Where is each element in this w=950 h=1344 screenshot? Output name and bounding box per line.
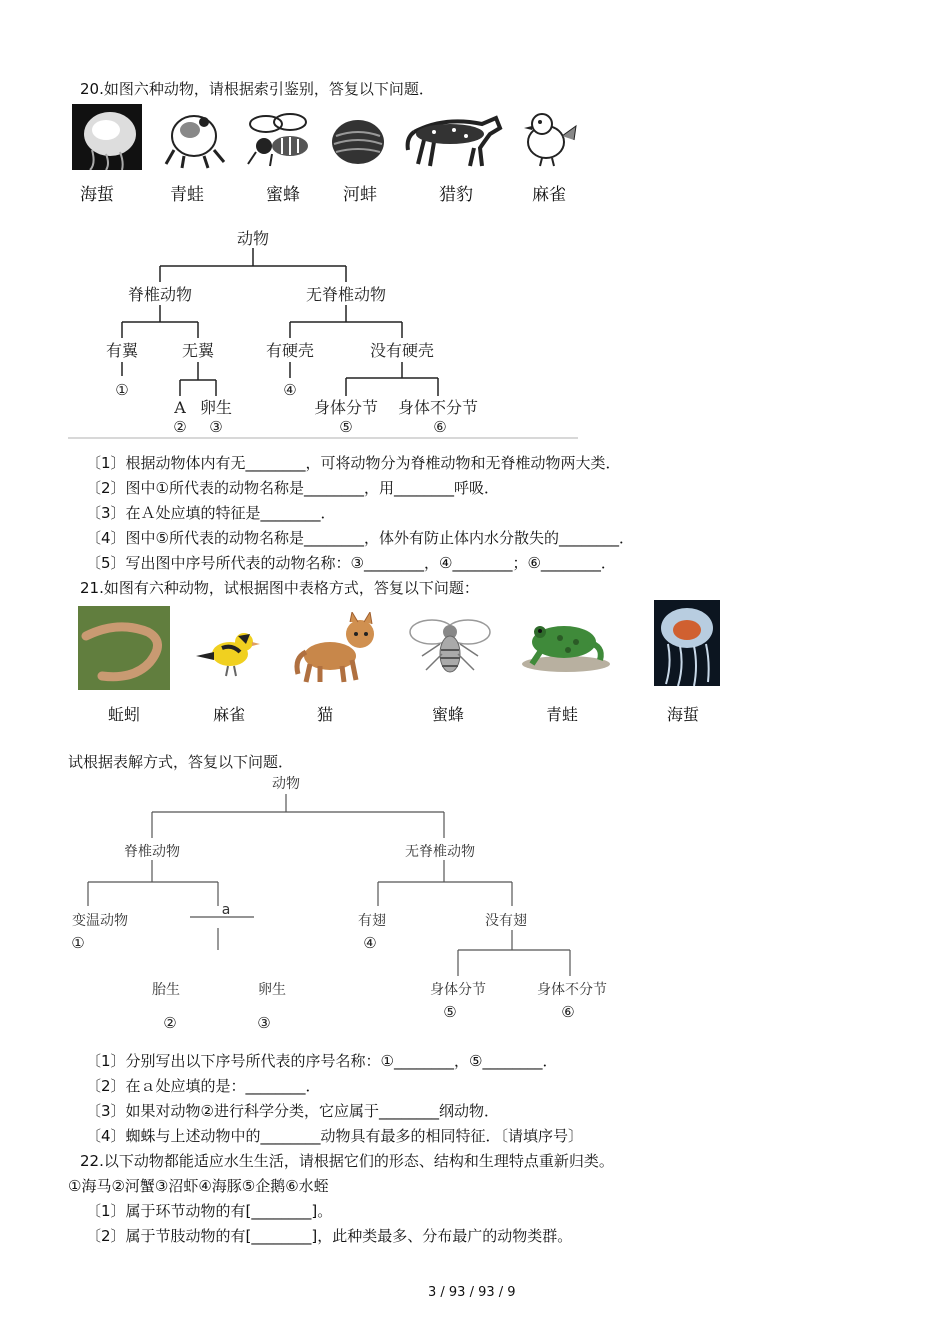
q20-question-2: 〔2〕图中①所代表的动物名称是________，用________呼吸． bbox=[86, 479, 499, 497]
q20-animal-label-4: 河蚌 bbox=[343, 185, 377, 205]
q21-num-5: ⑤ bbox=[443, 1003, 457, 1021]
q20-title: 20.如图六种动物，请根据索引鉴别，答复以下问题． bbox=[80, 80, 434, 98]
q20-node-segmented: 身体分节 bbox=[313, 398, 379, 417]
q21-question-2: 〔2〕在ａ处应填的是：________． bbox=[86, 1077, 321, 1095]
q21-node-vertebrate: 脊椎动物 bbox=[124, 844, 180, 860]
q20-node-invertebrate: 无脊椎动物 bbox=[305, 285, 387, 304]
q21-animal-label-3: 猫 bbox=[316, 705, 333, 724]
q20-animal-label-3: 蜜蜂 bbox=[266, 185, 300, 205]
q21-title: 21.如图有六种动物，试根据图中表格方式，答复以下问题： bbox=[80, 579, 479, 597]
q21-num-3: ③ bbox=[257, 1014, 271, 1032]
q21-node-oviparous: 卵生 bbox=[258, 982, 286, 998]
q21-node-invertebrate: 无脊椎动物 bbox=[405, 844, 475, 860]
q21-node-root: 动物 bbox=[272, 776, 300, 792]
q21-node-wing: 有翅 bbox=[358, 913, 386, 929]
q21-intro: 试根据表解方式，答复以下问题． bbox=[68, 753, 294, 771]
q21-node-unsegmented: 身体不分节 bbox=[537, 982, 607, 998]
page-footer: 3 / 93 / 93 / 9 bbox=[428, 1285, 516, 1300]
q21-num-6: ⑥ bbox=[561, 1003, 575, 1021]
q21-node-nowing: 没有翅 bbox=[485, 913, 527, 929]
q20-num-2: ② bbox=[173, 418, 187, 436]
q21-num-1: ① bbox=[71, 934, 85, 952]
q20-node-wing: 有翼 bbox=[105, 341, 139, 360]
q20-question-4: 〔4〕图中⑤所代表的动物名称是________，体外有防止体内水分散失的________． bbox=[86, 529, 634, 547]
q21-node-segmented: 身体分节 bbox=[430, 982, 486, 998]
q20-node-egg: 卵生 bbox=[199, 398, 233, 417]
q22-title: 22.以下动物都能适应水生生活，请根据它们的形态、结构和生理特点重新归类。 bbox=[80, 1152, 614, 1170]
q21-num-4: ④ bbox=[363, 934, 377, 952]
q22-question-2: 〔2〕属于节肢动物的有[________]，此种类最多、分布最广的动物类群。 bbox=[86, 1227, 573, 1245]
q20-node-nowing: 无翼 bbox=[181, 341, 215, 360]
q21-animal-label-6: 海蜇 bbox=[666, 705, 699, 724]
q21-animal-label-5: 青蛙 bbox=[545, 705, 578, 724]
q20-node-root: 动物 bbox=[236, 229, 270, 248]
q20-animal-label-6: 麻雀 bbox=[532, 185, 566, 205]
q21-animal-label-4: 蜜蜂 bbox=[431, 705, 464, 724]
q20-animal-label-5: 猎豹 bbox=[439, 185, 473, 205]
q20-question-5: 〔5〕写出图中序号所代表的动物名称：③________，④________；⑥________． bbox=[86, 554, 616, 572]
q21-question-4: 〔4〕蜘蛛与上述动物中的________动物具有最多的相同特征．〔请填序号〕 bbox=[86, 1127, 584, 1145]
q21-question-3: 〔3〕如果对动物②进行科学分类，它应属于________纲动物． bbox=[86, 1102, 499, 1120]
q20-num-1: ① bbox=[115, 381, 129, 399]
q21-num-2: ② bbox=[163, 1014, 177, 1032]
q21-node-viviparous: 胎生 bbox=[152, 982, 180, 998]
q21-animal-label-2: 麻雀 bbox=[212, 705, 245, 724]
q20-node-unsegmented: 身体不分节 bbox=[397, 398, 479, 417]
q20-num-6: ⑥ bbox=[433, 418, 447, 436]
q22-question-1: 〔1〕属于环节动物的有[________]。 bbox=[86, 1202, 333, 1220]
q20-num-4: ④ bbox=[283, 381, 297, 399]
q20-animal-label-2: 青蛙 bbox=[170, 185, 204, 205]
q20-num-3: ③ bbox=[209, 418, 223, 436]
q20-node-vertebrate: 脊椎动物 bbox=[127, 285, 193, 304]
q20-node-shell: 有硬壳 bbox=[265, 341, 315, 360]
q20-animal-label-1: 海蜇 bbox=[80, 185, 114, 205]
q21-animal-label-1: 蚯蚓 bbox=[107, 705, 140, 724]
q20-node-noshell: 没有硬壳 bbox=[369, 341, 435, 360]
q22-animal-list: ①海马②河蟹③沼虾④海豚⑤企鹅⑥水蛭 bbox=[68, 1177, 329, 1195]
q21-question-1: 〔1〕分别写出以下序号所代表的序号名称：①________，⑤________． bbox=[86, 1052, 558, 1070]
q21-node-a: a bbox=[221, 902, 231, 918]
q20-node-a: A bbox=[174, 398, 186, 417]
q20-question-1: 〔1〕根据动物体内有无________，可将动物分为脊椎动物和无脊椎动物两大类． bbox=[86, 454, 621, 472]
q20-question-3: 〔3〕在Ａ处应填的特征是________． bbox=[86, 504, 336, 522]
q20-num-5: ⑤ bbox=[339, 418, 353, 436]
q21-node-coldblooded: 变温动物 bbox=[72, 913, 128, 929]
